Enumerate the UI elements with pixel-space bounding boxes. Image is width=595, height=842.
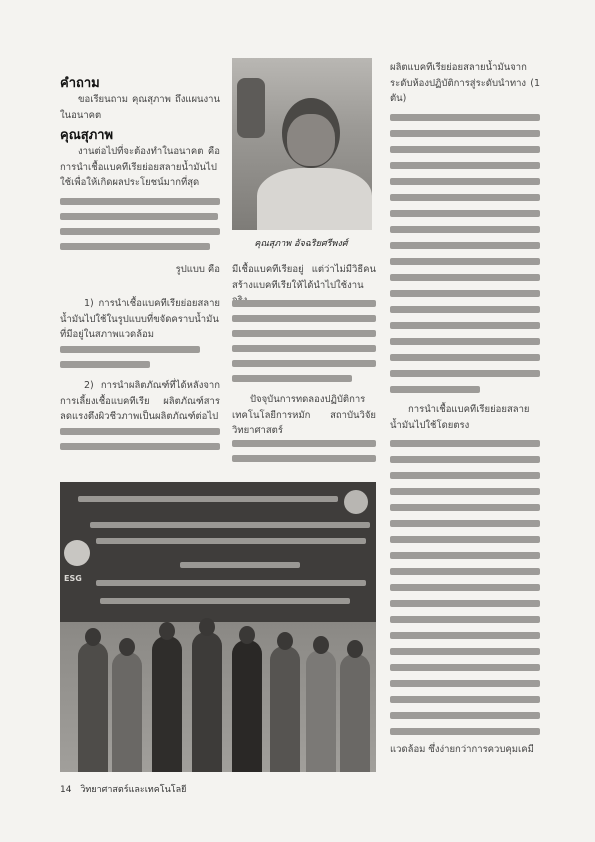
right-paragraph-2: การนำเชื้อแบคทีเรียย่อยสลายน้ำมันไปใช้โดยตรง: [390, 404, 530, 431]
person: [340, 654, 370, 772]
answer-list-intro: รูปแบบ คือ: [175, 264, 220, 275]
middle-paragraph-1: มีเชื้อแบคทีเรียอยู่ แต่ว่าไม่มีวิธีคนสร้างแบคทีเรียให้ได้นำไปใช้งาน: [232, 264, 376, 291]
answer-heading: คุณสุภาพ: [60, 128, 114, 143]
answer-item-1: 1) การนำเชื้อแบคทีเรียย่อยสลายน้ำมันไปใช้ในรูปแบบที่ขจัดคราบน้ำมันที่มีอยู่ในสภาพแวดล้อม: [60, 298, 220, 341]
person: [112, 652, 142, 772]
person: [232, 640, 262, 772]
person: [270, 646, 300, 772]
middle-paragraph-2: ปัจจุบันการทดลองปฏิบัติการเทคโนโลยีการหมัก สถาบันวิจัยวิทยาศาสตร์: [232, 394, 376, 437]
event-banner: [60, 482, 376, 622]
question-heading: คำถาม: [60, 76, 100, 91]
page-footer: [60, 782, 192, 796]
person: [306, 650, 336, 772]
portrait-photo: [232, 58, 372, 230]
group-photo: [60, 482, 376, 772]
answer-item-2: 2) การนำผลิตภัณฑ์ที่ได้หลังจากการเลี้ยงเชื้อแบคทีเรีย ผลิตภัณฑ์สารลดแรงตึงผิวชีวภาพเป็นผลิตภัณฑ์ต่อไป: [60, 380, 220, 423]
photo-caption: คุณสุภาพ อัจฉริยศรีพงศ์: [254, 239, 348, 249]
banner-logo: [64, 540, 90, 566]
answer-intro: งานต่อไปที่จะต้องทำในอนาคต คือ การนำเชื้อแบคทีเรียย่อยสลายน้ำมันไปใช้เพื่อให้เกิดผลประโยชน์มากที่สุด: [60, 146, 220, 189]
right-paragraph-1: ผลิตแบคทีเรียย่อยสลายน้ำมันจากระดับห้องปฏิบัติการสู่ระดับนำทาง (1 ตัน): [390, 62, 540, 105]
person: [192, 632, 222, 772]
question-text: ขอเรียนถาม คุณสุภาพ ถึงแผนงานในอนาคต: [60, 94, 220, 121]
publication-name: วิทยาศาสตร์และเทคโนโลยี: [80, 785, 187, 795]
seal-icon: [344, 490, 368, 514]
person: [78, 642, 108, 772]
person: [152, 636, 182, 772]
page-number: 14: [60, 785, 72, 795]
banner-logo-label: ESG: [64, 574, 82, 583]
right-paragraph-3: แวดล้อม ซึ่งง่ายกว่าการควบคุมเคมี: [390, 744, 534, 755]
